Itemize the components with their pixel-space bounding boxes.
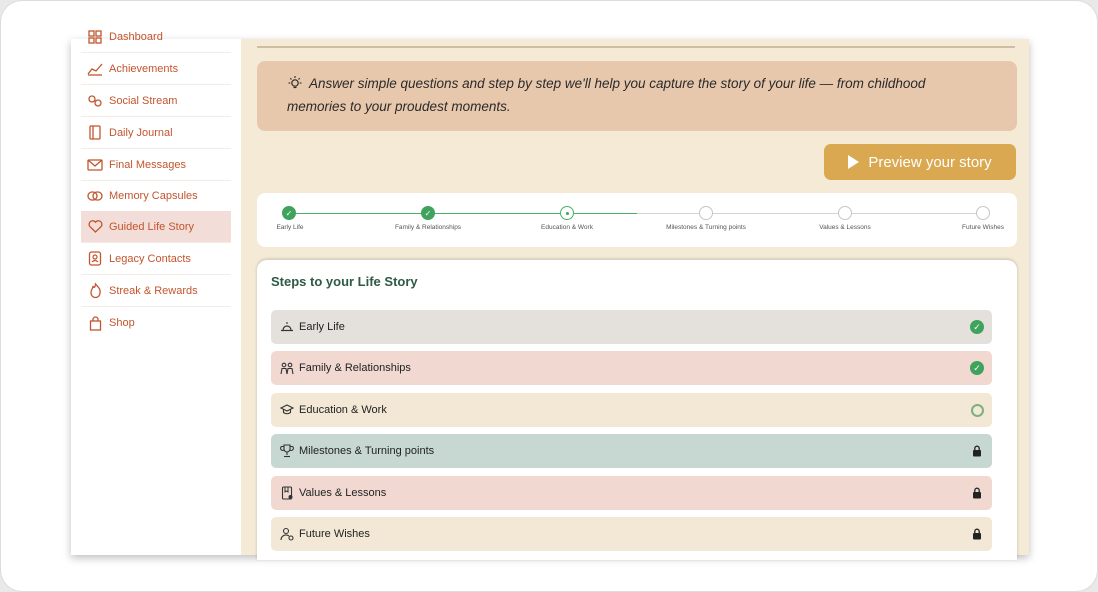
step-row-education-work[interactable]: [271, 393, 992, 427]
step-label: Values & Lessons: [819, 224, 871, 231]
intro-banner: [257, 61, 1017, 131]
sidebar-item-label: Final Messages: [109, 158, 187, 171]
banner-text: Answer simple questions and step by step we'll help you capture the story of your life — from childhood memories to your proudest moments.: [287, 76, 926, 114]
step-row-values-lessons[interactable]: [271, 476, 992, 510]
step-dot-early-life[interactable]: ✓: [282, 206, 296, 220]
heart-icon: [87, 219, 103, 235]
sidebar-item-label: Dashboard: [109, 30, 163, 43]
step-dot-milestones[interactable]: [699, 206, 713, 220]
sunrise-icon: [279, 319, 295, 335]
step-row-early-life[interactable]: [271, 310, 992, 344]
step-row-label: Milestones & Turning points: [299, 445, 435, 457]
play-icon: [848, 155, 859, 169]
preview-button-label: Preview your story: [868, 153, 992, 171]
sidebar-item-achievements[interactable]: [81, 53, 231, 85]
progress-track-remaining: [637, 213, 983, 214]
preview-story-button[interactable]: [824, 144, 1016, 180]
sidebar-item-label: Daily Journal: [109, 126, 173, 139]
sidebar-item-social-stream[interactable]: [81, 85, 231, 117]
progress-stepper: [257, 193, 1017, 247]
completed-check-icon: ✓: [970, 361, 984, 375]
sidebar-item-label: Shop: [109, 317, 135, 329]
step-dot-education-work[interactable]: [560, 206, 574, 220]
step-dot-future-wishes[interactable]: [976, 206, 990, 220]
chart-icon: [87, 61, 103, 77]
step-label: Milestones & Turning points: [666, 224, 746, 231]
sidebar: [71, 30, 241, 555]
step-row-label: Education & Work: [299, 404, 387, 416]
sidebar-item-label: Achievements: [109, 62, 179, 75]
lock-icon: [970, 486, 984, 500]
main-content: [257, 39, 1017, 555]
sidebar-item-label: Social Stream: [109, 94, 178, 107]
progress-track-complete: [289, 213, 637, 214]
sidebar-item-daily-journal[interactable]: [81, 117, 231, 149]
bookmark-icon: [279, 485, 295, 501]
capsule-icon: [87, 188, 103, 204]
lock-icon: [970, 527, 984, 541]
step-row-label: Values & Lessons: [299, 487, 387, 499]
step-row-future-wishes[interactable]: [271, 517, 992, 551]
flame-icon: [87, 283, 103, 299]
sidebar-item-label: Guided Life Story: [109, 220, 194, 233]
sidebar-item-final-messages[interactable]: [81, 149, 231, 181]
sidebar-item-legacy-contacts[interactable]: [81, 243, 231, 275]
divider: [257, 46, 1015, 48]
trophy-icon: [279, 443, 295, 459]
sidebar-item-guided-life-story[interactable]: [81, 211, 231, 243]
journal-icon: [87, 125, 103, 141]
social-icon: [87, 93, 103, 109]
sidebar-item-streak-rewards[interactable]: [81, 275, 231, 307]
step-row-label: Early Life: [299, 321, 345, 333]
step-label: Early Life: [276, 224, 304, 231]
step-dot-family-relationships[interactable]: ✓: [421, 206, 435, 220]
in-progress-ring-icon: [970, 403, 984, 417]
step-row-label: Future Wishes: [299, 528, 370, 540]
graduation-cap-icon: [279, 402, 295, 418]
step-label: Future Wishes: [962, 224, 1004, 231]
contacts-icon: [87, 251, 103, 267]
sidebar-item-dashboard[interactable]: [81, 21, 231, 53]
sidebar-item-memory-capsules[interactable]: [81, 180, 231, 212]
dashboard-icon: [87, 29, 103, 45]
app-window: [71, 30, 1029, 555]
completed-check-icon: ✓: [970, 320, 984, 334]
family-icon: [279, 360, 295, 376]
sidebar-item-label: Streak & Rewards: [109, 284, 198, 297]
step-row-label: Family & Relationships: [299, 362, 411, 374]
step-dot-values-lessons[interactable]: [838, 206, 852, 220]
step-row-milestones[interactable]: [271, 434, 992, 468]
lock-icon: [970, 444, 984, 458]
lightbulb-icon: [287, 75, 303, 97]
bag-icon: [87, 315, 103, 331]
step-label: Education & Work: [541, 224, 593, 231]
sidebar-item-label: Legacy Contacts: [109, 252, 191, 265]
step-label: Family & Relationships: [394, 224, 462, 231]
step-row-family-relationships[interactable]: [271, 351, 992, 385]
sidebar-item-label: Memory Capsules: [109, 189, 198, 202]
envelope-icon: [87, 157, 103, 173]
steps-card: [257, 260, 1017, 560]
sidebar-item-shop[interactable]: [81, 307, 231, 339]
person-sparkle-icon: [279, 526, 295, 542]
steps-card-title: Steps to your Life Story: [271, 274, 418, 289]
